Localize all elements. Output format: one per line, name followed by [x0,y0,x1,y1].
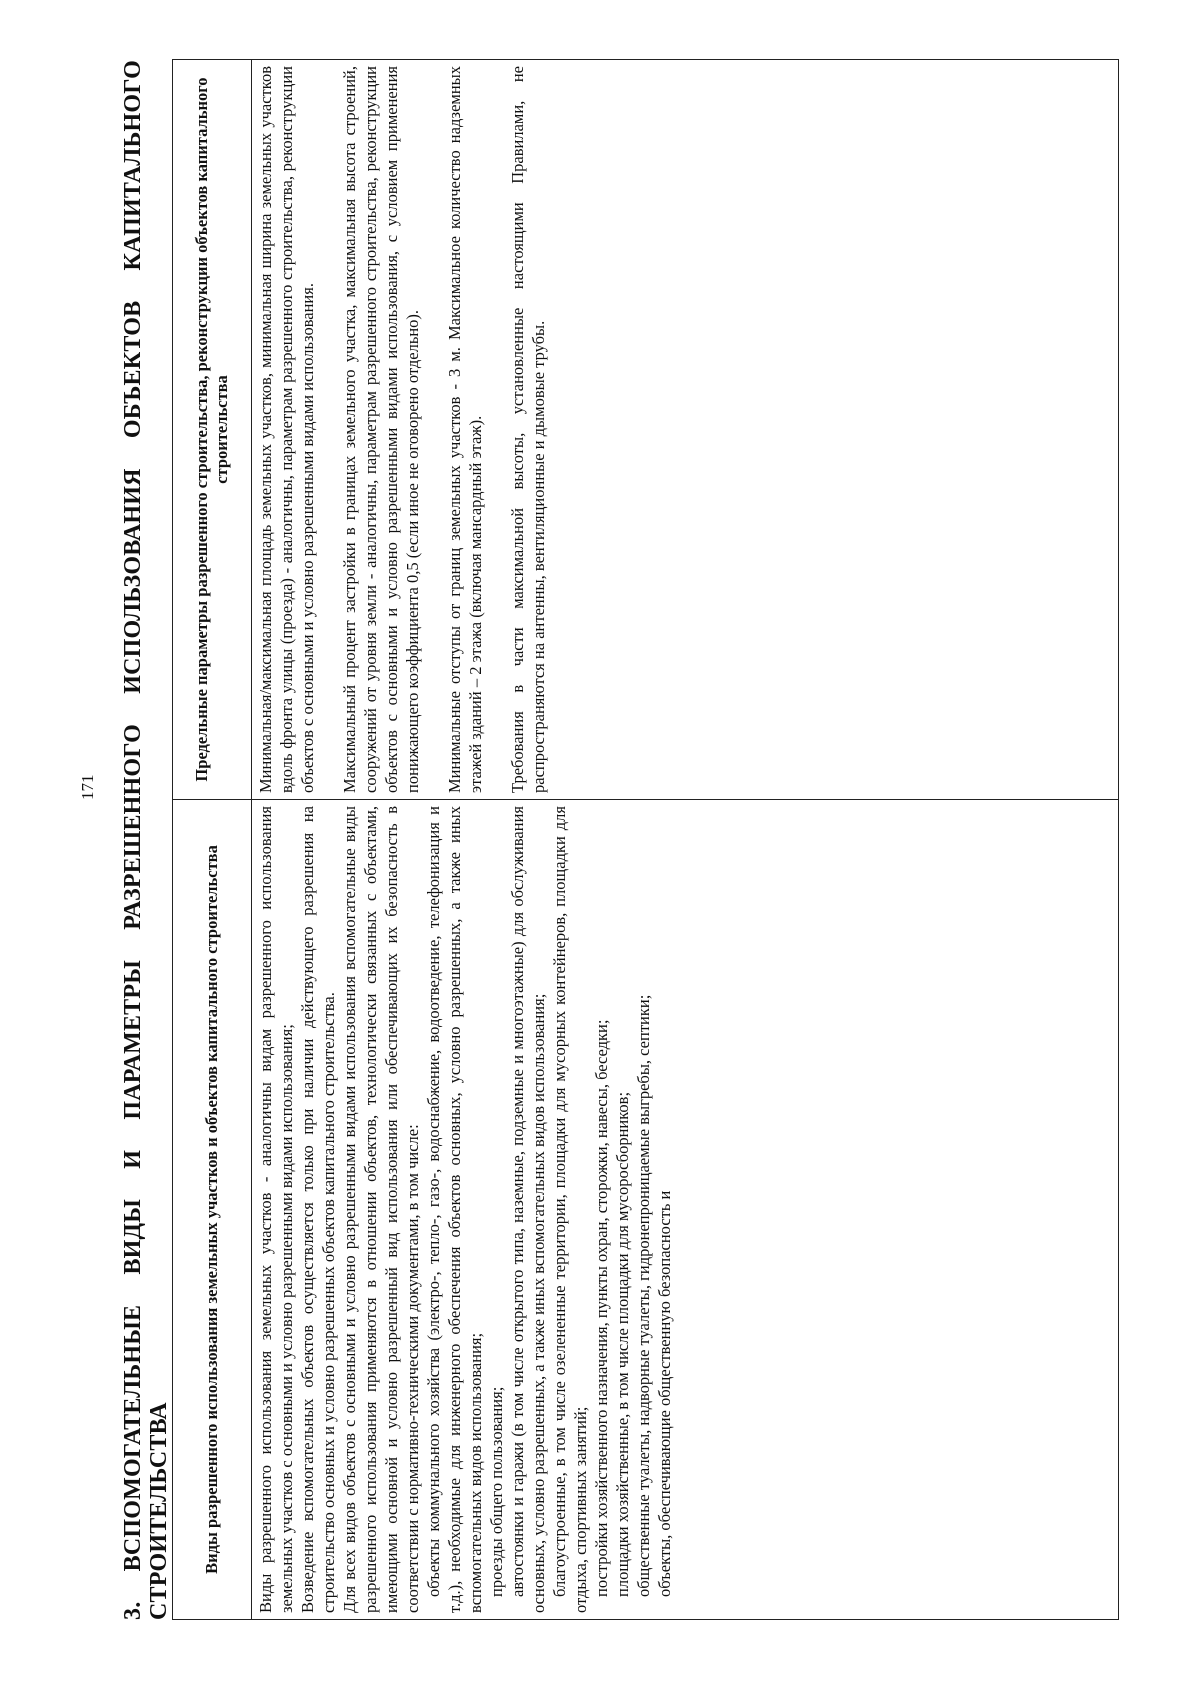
paragraph-gap [318,66,339,793]
col1-paragraph: Виды разрешенного использования земельных участков - аналогичны видам разрешенного использования земельных участков с основными и условно разрешенными видами использования; [256,806,296,1613]
col1-paragraph: объекты, обеспечивающие общественную безопасность и [655,1190,674,1597]
table-header-row [173,60,252,1620]
col1-paragraph: постройки хозяйственного назначения, пункты охран, сторожки, навесы, беседки; [592,1019,611,1597]
col1-paragraph: общественные туалеты, надворные туалеты, гидронепроницаемые выгребы, септики; [634,994,653,1597]
col1-paragraph: площадки хозяйственные, в том числе площадки для мусоросборников; [613,1091,632,1597]
col1-paragraph: Возведение вспомогательных объектов осуществляется только при наличии действующего разрешения на строительство основных и условно разрешенных объектов капитального строительства. [298,806,338,1613]
parameters-table [172,59,1119,1620]
limit-parameters-cell [252,60,1119,800]
header-limit-parameters: Предельные параметры разрешенного строительства, реконструкции объектов капитального строительства [173,60,252,800]
col1-paragraph: благоустроенные, в том числе озелененные территории, площадки для мусорных контейнеров, площадки для отдыха, спортивных занятий; [550,806,590,1613]
col1-paragraph: объекты коммунального хозяйства (электро-, тепло-, газо-, водоснабжение, водоотведение, телефонизация и т.д.), необходимые для инженерного обеспечения объектов основных, условно разрешенных, а также иных вспомогательных видов использования; [424,806,485,1613]
header-permitted-uses: Виды разрешенного использования земельных участков и объектов капитального строительства [173,800,252,1620]
col1-paragraph: проезды общего пользования; [487,1386,506,1597]
col2-paragraph: Минимальные отступы от границ земельных участков - 3 м. Максимальное количество надземных этажей зданий – 2 этажа (включая мансардный этаж). [445,66,485,793]
section-heading: 3. ВСПОМОГАТЕЛЬНЫЕ ВИДЫ И ПАРАМЕТРЫ РАЗРЕШЕННОГО ИСПОЛЬЗОВАНИЯ ОБЪЕКТОВ КАПИТАЛЬНОГО СТРОИТЕЛЬСТВА [120,60,172,1620]
col1-paragraph: автостоянки и гаражи (в том числе открытого типа, наземные, подземные и многоэтажные) для обслуживания основных, условно разрешенных, а также иных вспомогательных видов использования; [508,806,548,1613]
paragraph-gap [423,66,444,793]
paragraph-gap [486,66,507,793]
page-number: 171 [78,774,97,800]
col1-paragraph: Для всех видов объектов с основными и условно разрешенными видами использования вспомогательные виды разрешенного использования применяются в отношении объектов, технологически связанных с объектами, имеющими основной и условно разрешенный вид использования или обеспечивающих их безопасность в соответствии с нормативно-техническими документами, в том числе: [340,806,422,1613]
permitted-uses-cell [252,800,1119,1620]
col2-paragraph: Минимальная/максимальная площадь земельных участков, минимальная ширина земельных участков вдоль фронта улицы (проезда) - аналогичны, параметрам разрешенного строительства, реконструкции объектов с основными и условно разрешенными видами использования. [256,66,317,793]
rotated-page [78,60,1150,1620]
col2-paragraph: Максимальный процент застройки в границах земельного участка, максимальная высота строений, сооружений от уровня земли - аналогичны, параметрам разрешенного строительства, реконструкции объектов с основными и условно разрешенными видами использования, с условием применения понижающего коэффициента 0,5 (если иное не оговорено отдельно). [340,66,422,793]
col2-paragraph: Требования в части максимальной высоты, установленные настоящими Правилами, не распространяются на антенны, вентиляционные и дымовые трубы. [508,66,548,793]
table-row [252,60,1119,1620]
